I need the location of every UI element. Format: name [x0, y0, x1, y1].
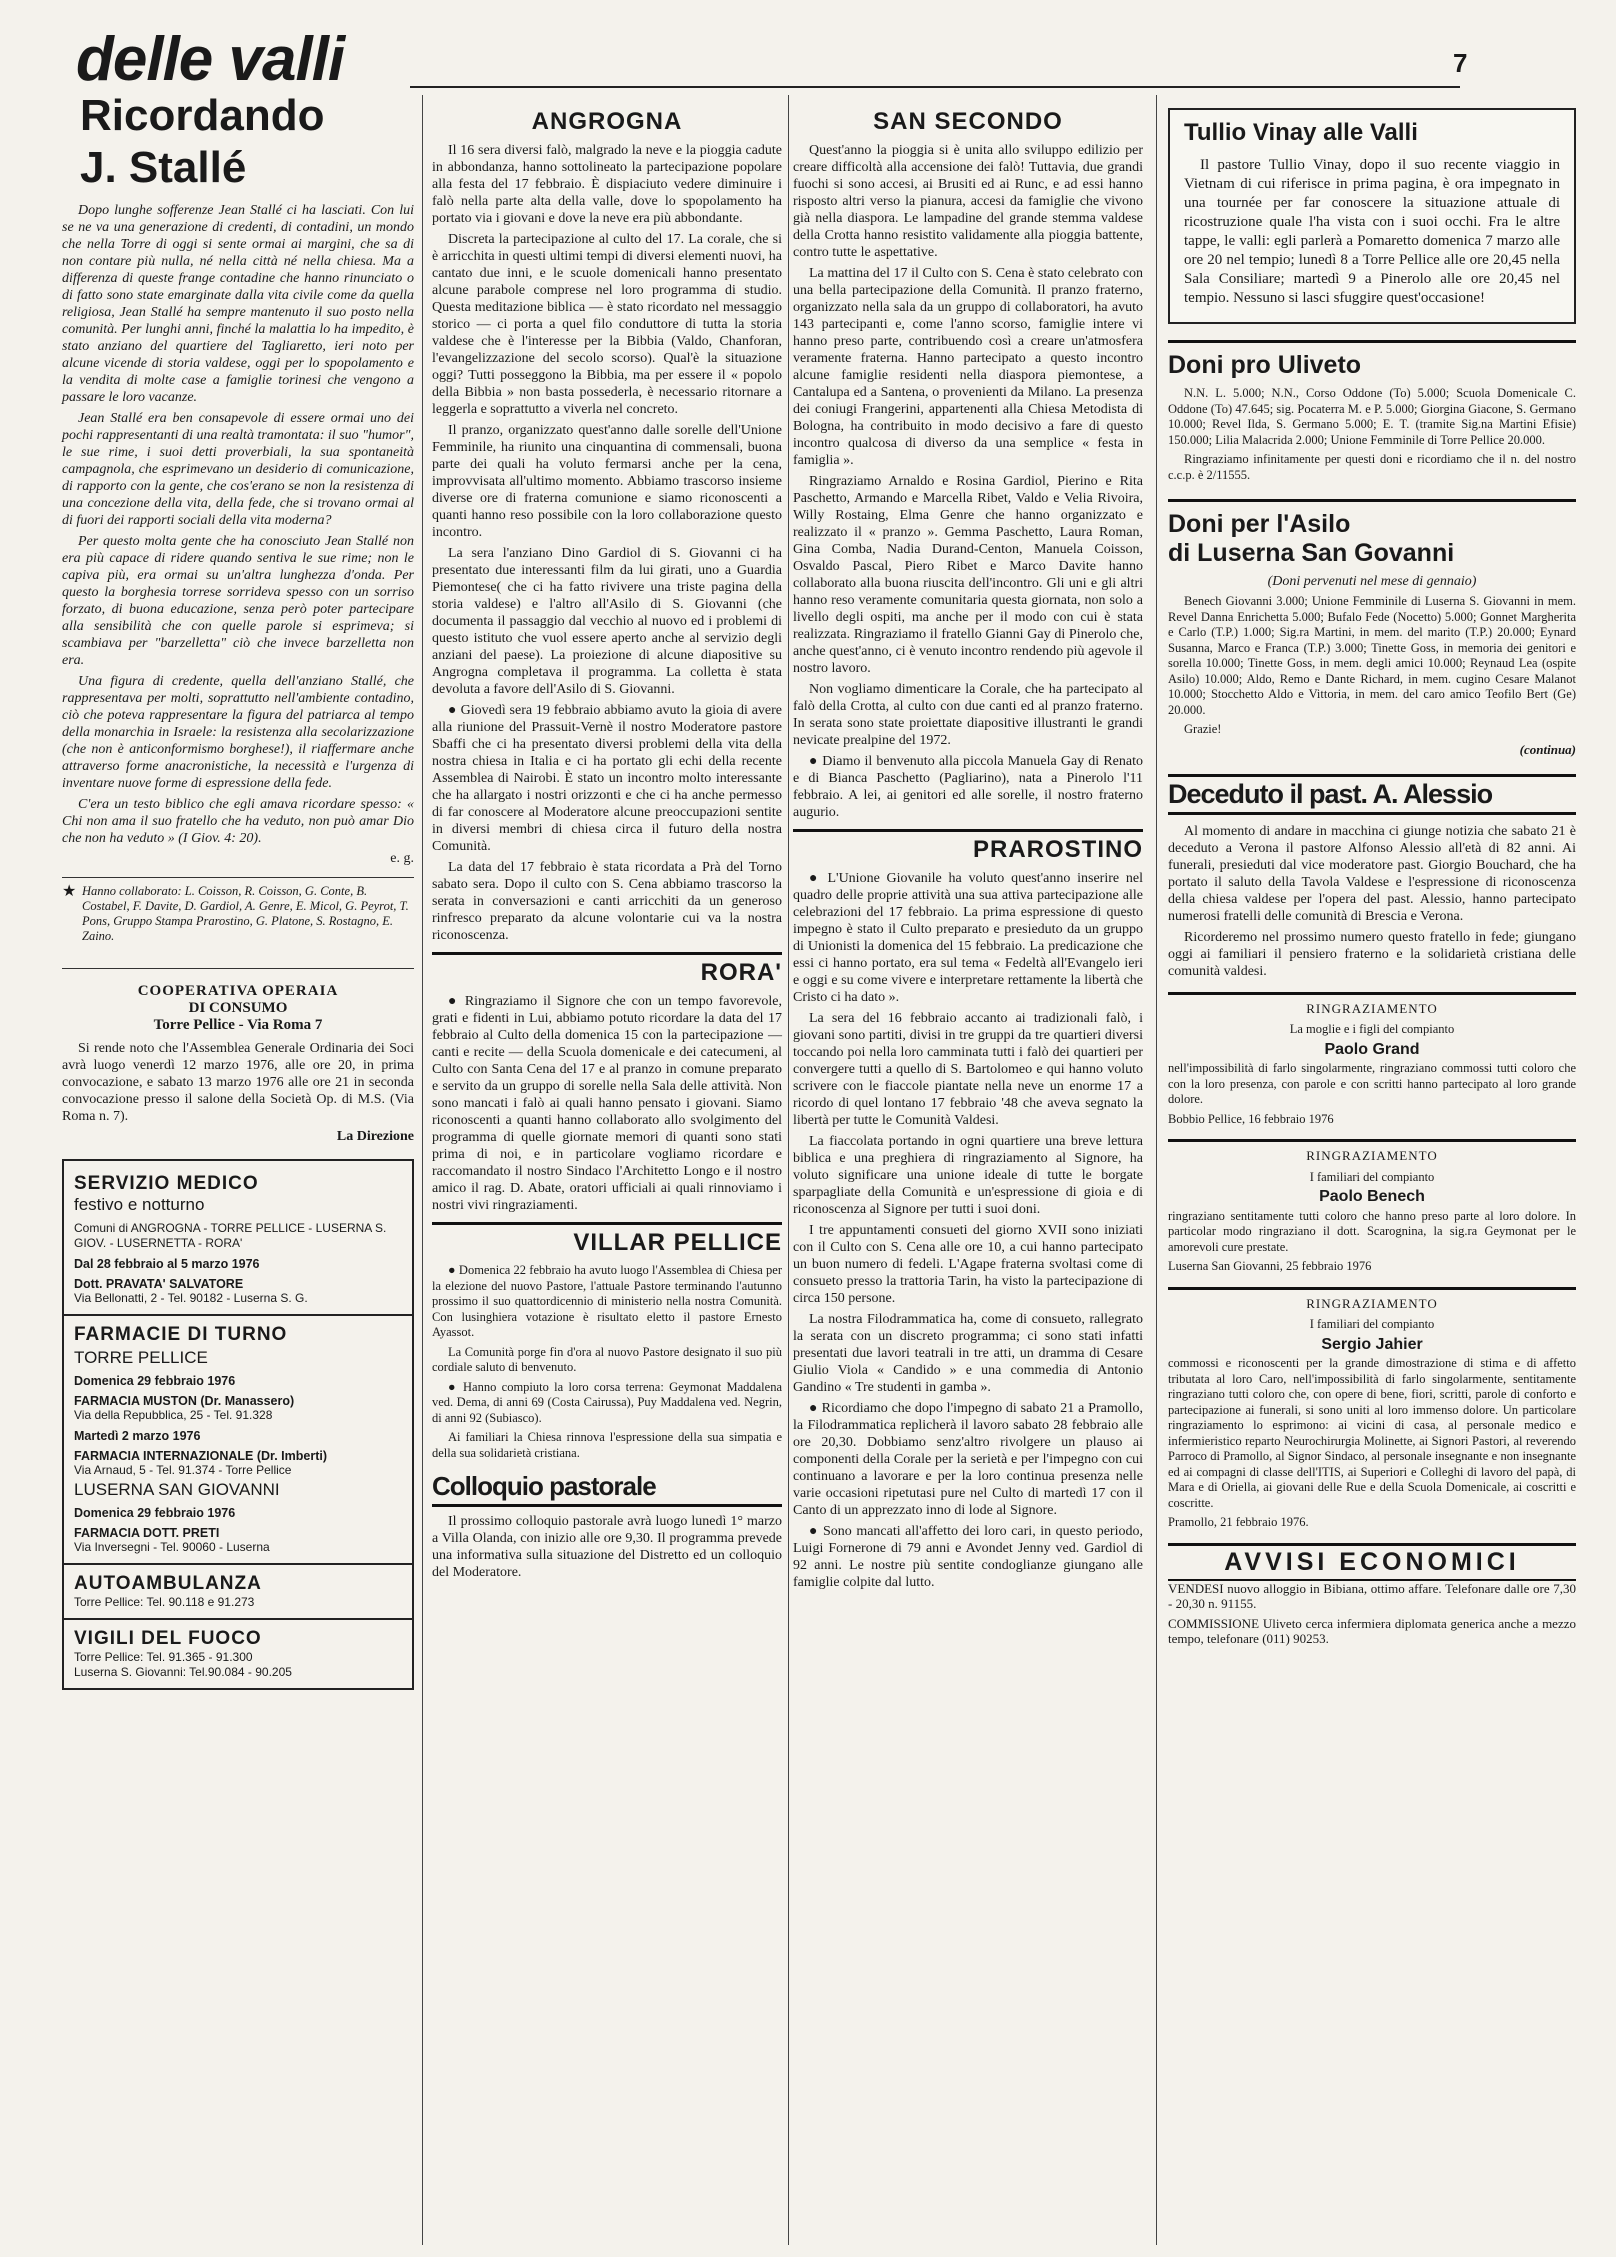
article-paragraph: Discreta la partecipazione al culto del 17. La corale, che si è arricchita in questi ultimi tempi di diversi elementi nuovi, ha cantato due inni, e le scuole domenicali hanno presentato alcune parabole comprese nel loro programma di studio. Questa meditazione biblica — è stato ricordato nel messaggio storico — ci porta a quel filo conduttore di tutta la storia valdese che è l'interesse per la Bibbia (Valdo, Chanforan, l'evangelizzazione del secolo scorso). Qual'è la situazione oggi? Tutti posseggono la Bibbia, ma per essere il « popolo della Bibbia » non basta possederla, è necessario ritornare a leggerla e soprattutto a viverla nel concreto. [432, 232, 782, 417]
collaborators-note [62, 877, 414, 950]
page-number: 7 [1453, 48, 1468, 78]
vigili-title: VIGILI DEL FUOCO [74, 1628, 262, 1649]
article-paragraph: Non vogliamo dimenticare la Corale, che ha partecipato al falò della Crotta, al culto con due canti ed al pranzo fraterno. In serata sono state proiettate diapositive illustranti le grandi nevicate prealpine del 1972. [793, 682, 1143, 748]
services-divider [64, 1314, 412, 1316]
article-paragraph: Ringraziamo infinitamente per questi doni e ricordiamo che il n. del nostro c.c.p. è 2/11555. [1168, 452, 1576, 482]
ringraziamento-notice [1168, 1139, 1576, 1275]
prarostino-heading: PRAROSTINO [793, 829, 1143, 864]
tullio-vinay-box [1168, 108, 1576, 324]
headline-line-2: J. Stallé [80, 143, 247, 192]
article-paragraph: La fiaccolata portando in ogni quartiere una breve lettura biblica e una preghiera di ringraziamento al Signore, ha voluto significare una unione ideale di tutte le borgate sparpagliate della Comunità e un'espressione di gioia e di riconoscenza al Signore per tutti i suoi doni. [793, 1134, 1143, 1217]
alessio-article [1168, 823, 1576, 980]
article-paragraph: ● Domenica 22 febbraio ha avuto luogo l'Assemblea di Chiesa per la elezione del nuovo Pastore, l'attuale Pastore terminando l'autunno prossimo il suo quattordicennio di ministerio nella nostra Comunità. Con lusinghiera votazione è risultato eletto il pastore Ernesto Ayassot. [432, 1263, 782, 1339]
ringraziamento-date: Luserna San Giovanni, 25 febbraio 1976 [1168, 1259, 1372, 1273]
ringraziamento-intro: I familiari del compianto [1309, 1169, 1435, 1184]
column-4 [1168, 0, 1576, 1651]
ringraziamento-date: Pramollo, 21 febbraio 1976. [1168, 1515, 1309, 1529]
article-paragraph: ● Giovedì sera 19 febbraio abbiamo avuto la gioia di avere alla riunione del Prassuit-Vernè il nostro Moderatore pastore Sbaffi che ci ha presentato diversi problemi della vita della nostra chiesa in Italia e ci ha portato gli echi della recente Assemblea di Nairobi. È stato un incontro molto interessante che ha allargato i nostri orizzonti e che ci ha anche permesso di far conoscere al Moderatore alcune preoccupazioni sentite in diversi membri di chiesa circa il futuro della nostra Comunità. [432, 703, 782, 854]
ringraziamento-text: commossi e riconoscenti per la grande dimostrazione di stima e di affetto tributata al loro Caro, nell'impossibilità di farlo singolarmente, sentitamente ringraziano tutti coloro che, con opere di bene, fiori, scritti, parole di conforto e partecipazione ai funerali, si sono uniti al loro immenso dolore. Un particolare ringraziamento lo esprimono: ai vicini di casa, al personale medico e infermieristico reparto Neurochirurgia Molinette, ai Signori Pastori, al reverendo Parroco di Pramollo, al Signor Sindaco, al personale insegnante e non insegnante ed ai compagni di classe dell'ITIS, ai Superiori e Colleghi di lavoro del papà, di Mara e di Oriella, ai giovani delle Rue e della Scuola Domenicale, ai coscritti e coscritte. [1168, 1356, 1576, 1510]
ambulanza-title: AUTOAMBULANZA [74, 1573, 262, 1594]
medico-address: Via Bellonatti, 2 - Tel. 90182 - Luserna S. G. [74, 1291, 308, 1305]
prarostino-article [793, 870, 1143, 1591]
rora-article [432, 993, 782, 1214]
article-paragraph: La sera l'anziano Dino Gardiol di S. Giovanni ci ha presentato due interessanti film da lui girati, uno a Guardia Piemontese( che ci ha fatto rivivere una triste pagina della storia valdese) e l'altro all'Asilo di S. Giovanni (che documenta il passaggio dal vecchio al nuovo ed i problemi di questo istituto che vuol essere aperto anche al servizio degli anziani del paese). La proiezione di alcune diapositive su Angrogna completava il programma. La colletta è stata devoluta a favore dell'Asilo di S. Giovanni. [432, 546, 782, 697]
article-paragraph: Al momento di andare in macchina ci giunge notizia che sabato 21 è deceduto a Verona il pastore Alfonso Alessio all'età di 82 anni. Ai funerali, presieduti dal vice moderatore past. Giorgio Bouchard, che ha portato il saluto della Tavola Valdese e l'espressione di riconoscenza della chiesa valdese per l'opera del past. Alessio, hanno partecipato numerosi fratelli delle comunità di Brescia e Verona. [1168, 823, 1576, 924]
uliveto-article [1168, 386, 1576, 483]
ringraziamento-title: RINGRAZIAMENTO [1306, 1295, 1438, 1311]
farmacie-date-1: Domenica 29 febbraio 1976 [74, 1374, 236, 1388]
farmacie-address-2: Via Arnaud, 5 - Tel. 91.374 - Torre Pellice [74, 1463, 292, 1477]
avvisi-heading: AVVISI ECONOMICI [1168, 1543, 1576, 1581]
article-paragraph: I tre appuntamenti consueti del giorno XVII sono iniziati con il Culto con S. Cena alle ore 10, a cui hanno partecipato un buon numero di fedeli. L'Agape fraterna svoltasi come di consueto presso la trattoria Tarin, ha visto la partecipazione di circa 150 persone. [793, 1223, 1143, 1306]
ringraziamento-text: ringraziano sentitamente tutti coloro che hanno preso parte al loro dolore. In particolar modo ringraziano il dott. Scarognina, la sig.ra Geymonat per le amorevoli cure prestate. [1168, 1208, 1576, 1254]
stalle-headline [80, 90, 414, 194]
cooperative-notice [62, 968, 414, 1145]
asilo-heading [1168, 499, 1576, 568]
villar-article [432, 1263, 782, 1461]
ringraziamento-intro: La moglie e i figli del compianto [1289, 1022, 1455, 1036]
article-paragraph: Il 16 sera diversi falò, malgrado la neve e la pioggia cadute in abbondanza, hanno sottolineato la partecipazione popolare alla festa del 17 febbraio. È dispiaciuto vedere diminuire i falò nella parte alta della valle, dove lo spopolamento ha portato via i giovani e dove la neve era più abbondante. [432, 143, 782, 226]
coop-address: Torre Pellice - Via Roma 7 [153, 1017, 323, 1033]
ringraziamento-name: Paolo Grand [1324, 1040, 1420, 1058]
avviso-item: COMMISSIONE Uliveto cerca infermiera diplomata generica anche a mezzo tempo, telefonare (011) 90253. [1168, 1615, 1576, 1646]
farmacie-name-3: FARMACIA DOTT. PRETI [74, 1526, 220, 1540]
article-paragraph: Il prossimo colloquio pastorale avrà luogo lunedì 1° marzo a Villa Olanda, con inizio alle ore 9,30. Il programma prevede una informativa sulla situazione del Distretto ed un colloquio del Moderatore. [432, 1514, 782, 1580]
article-paragraph: La nostra Filodrammatica ha, come di consueto, rallegrato la serata con un discreto programma; ci sono stati infatti presentati due lavori teatrali in tre atti, un dramma di Cesare Giulio Viola « Candido » e una commedia di Antonio Gandino « Tre studenti in gamba ». [793, 1312, 1143, 1395]
comuni-list: Comuni di ANGROGNA - TORRE PELLICE - LUSERNA S. GIOV. - LUSERNETTA - RORA' [74, 1221, 387, 1250]
ringraziamento-title: RINGRAZIAMENTO [1306, 1000, 1438, 1016]
article-paragraph: La Comunità porge fin d'ora al nuovo Pastore designato il suo più cordiale saluto di benvenuto. [432, 1344, 782, 1374]
angrogna-article [432, 142, 782, 944]
article-paragraph: Per questo molta gente che ha conosciuto Jean Stallé non era più capace di ridere quando sentiva le sue rime; non le capiva più, era ormai su un'altra lunghezza d'onda. Per questo la borghesia torrese sorrideva spesso con un sorriso forzato, di buona educazione, senza però poter partecipare alla sensibilità che con quelle parole si esprimeva; si scambiava per "barzelletta" ciò che invece barzelletta non era. [62, 534, 414, 668]
asilo-subtitle: (Doni pervenuti nel mese di gennaio) [1267, 574, 1477, 589]
article-paragraph: ● Ringraziamo il Signore che con un tempo favorevole, grati e fidenti in Lui, abbiamo potuto ricordare la data del 17 febbraio al Culto della domenica 15 con la partecipazione — canti e recite — della Scuola domenicale e dei catecumeni, al Culto con Santa Cena del 17 e al pranzo in comune preparato e servito da un gruppo di sorelle nella Sala delle attività. Non sono mancati i falò ai quali hanno pensato i giovani. Siamo riconoscenti a quanti hanno collaborato allo svolgimento del programma di quelle giornate memori di quanti sono stati prima di noi, e in particolare vogliamo ricordare e raccomandato il nostro Sindaco l'Architetto Longo e il nostro amico il rag. D. Abate, oratori ufficiali ai quali rinnoviamo i nostri vivi ringraziamenti. [432, 994, 782, 1213]
colloquio-article [432, 1513, 782, 1581]
article-paragraph: Dopo lunghe sofferenze Jean Stallé ci ha lasciati. Con lui se ne va una generazione di credenti, di contadini, un mondo che nella Torre di oggi si sente ormai ai margini, che sa di non contare più nulla, né nella città né nella chiesa. Ma a differenza di queste frange contadine che hanno rinunciato o di fatto sono state emarginate dalla vita civile come da quella religiosa, Jean Stallé ha sempre mantenuto il suo posto nella comunità. Per lunghi anni, finché la malattia lo ha impedito, è stato anziano del quartiere del Tagliaretto, ieri noto per alcune vicende di storia valdese, oggi per lo spopolamento e la vendita di molte case a famiglie torinesi che vengono a passare le loro vacanze. [62, 203, 414, 405]
article-paragraph: C'era un testo biblico che egli amava ricordare spesso: « Chi non ama il suo fratello che ha veduto, non può amar Dio che non ha veduto » (I Giov. 4: 20). [62, 797, 414, 846]
article-paragraph: N.N. L. 5.000; N.N., Corso Oddone (To) 5.000; Scuola Domenicale C. Oddone (To) 47.645; sig. Pocaterra M. e P. 5.000; Giorgina Giacone, S. Germano 10.000; Revel Ilda, S. Germano 5.000; E. T. (tramite Sig.na Martini Efisie) 150.000; Lilia Malacrida 2.000; Unione Femminile di Torre Pellice 20.000. [1168, 386, 1576, 447]
ringraziamento-title: RINGRAZIAMENTO [1306, 1148, 1438, 1163]
tullio-heading: Tullio Vinay alle Valli [1184, 119, 1418, 146]
farmacie-date-2: Martedì 2 marzo 1976 [74, 1429, 201, 1443]
article-paragraph: ● Diamo il benvenuto alla piccola Manuela Gay di Renato e di Bianca Paschetto (Pagliarino), nata a Pinerolo l'11 febbraio. A lei, ai genitori ed alle sorelle, il nostro fraterno augurio. [793, 754, 1143, 820]
medico-title: SERVIZIO MEDICO [74, 1173, 259, 1194]
angrogna-heading: ANGROGNA [531, 108, 683, 135]
article-paragraph: ● L'Unione Giovanile ha voluto quest'anno inserire nel quadro delle proprie attività una sua attiva partecipazione alle celebrazioni del 17 febbraio. La prima espressione di questo impegno è stato il Culto preparato e presieduto da un gruppo di Unionisti la domenica del 15 febbraio. La predicazione che essi ci hanno portato, era sul tema « Fedeltà all'Evangelo ieri e oggi e su come vivere e interpretare rettamente la libertà che Cristo ci ha dato ». [793, 871, 1143, 1005]
ringraziamento-name: Sergio Jahier [1321, 1335, 1423, 1353]
article-paragraph: Benech Giovanni 3.000; Unione Femminile di Luserna S. Giovanni in mem. Revel Danna Enrichetta 5.000; Bufalo Fede (Nocetto) 5.000; Gonnet Margherita e Carlo (T.P.) 1.000; Sig.ra Martini, in mem. del marito (T.P.) 20.000; Eynard Susanna, Marco e Franca (T.P.) 3.000; Tinette Goss, in memoria dei genitori e sorella 10.000; Tinette Goss, in mem. degli amici 10.000; Reynaud Lea (ospite Asilo) 10.000; Aldo, Remo e Dante Richard, in mem. cugino Cesare Malanot 10.000; Stocchetto Aldo e Vittoria, in mem. del caro amico Teofilo Bert (Ge) 20.000. [1168, 594, 1576, 717]
article-paragraph: ● Sono mancati all'affetto dei loro cari, in questo periodo, Luigi Fornerone di 79 anni e Avondet Jenny ved. Gardiol di 92 anni. Le nostre più sentite condoglianze giungano alle famiglie colpite dal lutto. [793, 1524, 1143, 1590]
coop-signature: La Direzione [336, 1129, 414, 1144]
medico-subtitle: festivo e notturno [74, 1195, 205, 1214]
avvisi-list [1168, 1581, 1576, 1647]
coop-text: Si rende noto che l'Assemblea Generale Ordinaria dei Soci avrà luogo venerdì 12 marzo 1976, alle ore 20, in prima convocazione, e sabato 13 marzo 1976 alle ore 21 in seconda convocazione presso il salone della Società Op. di M.S. (Via Roma n. 7). [62, 1041, 414, 1124]
article-paragraph: Quest'anno la pioggia si è unita allo sviluppo edilizio per creare difficoltà alla accensione dei falò! Tuttavia, due grandi fuochi si sono accesi, ai Brusiti ed ai Runc, e ad essi hanno risposto altri verso la pianura, accesi da famiglie che vivono già nella diaspora. Le lampadine del grande stemma valdese della Crotta hanno resistito validamente alla pioggia battente, contro tutte le aspettative. [793, 143, 1143, 260]
asilo-heading-line-2: di Luserna San Govanni [1168, 539, 1455, 567]
article-paragraph: La mattina del 17 il Culto con S. Cena è stato celebrato con una bella partecipazione della Comunità. Il pranzo fraterno, organizzato nella sala da un gruppo di collaboratori, ha avuto 143 partecipanti e, come l'anno scorso, famiglie intere vi hanno preso parte, contribuendo così a creare un'atmosfera veramente fraterna. Hanno partecipato a questo incontro alcune famiglie residenti nella diaspora piemontese, a Cantalupa ed a Santena, o provenienti da Milano. La presenza dei coniugi Frangerini, appartenenti alla Chiesa Metodista di Bologna, ha contribuito in modo decisivo a fare di questo incontro qualcosa di diverso da una semplice « festa in famiglia ». [793, 266, 1143, 468]
column-3 [793, 100, 1143, 1595]
farmacie-date-3: Domenica 29 febbraio 1976 [74, 1506, 236, 1520]
sansecondo-heading: SAN SECONDO [873, 108, 1063, 135]
collaborators-text: Hanno collaborato: L. Coisson, R. Coisson, G. Conte, B. Costabel, F. Davite, D. Gardiol, A. Genre, E. Micol, G. Peyrot, T. Pons, Gruppo Stampa Prarostino, G. Platone, S. Rostagno, E. Zaino. [82, 884, 409, 943]
ringraziamento-name: Paolo Benech [1319, 1188, 1425, 1205]
ringraziamento-date: Bobbio Pellice, 16 febbraio 1976 [1168, 1111, 1334, 1126]
services-box [62, 1159, 414, 1690]
farmacie-town-2: LUSERNA SAN GIOVANNI [74, 1480, 280, 1499]
masthead-title: delle valli [76, 25, 345, 94]
tullio-text: Il pastore Tullio Vinay, dopo il suo recente viaggio in Vietnam di cui riferisce in prima pagina, è ora impegnato in una tournée per far conoscere la situazione attuale di ricostruzione quale l'ha vista con i suoi occhi. Fra le altre tappe, le valli: egli parlerà a Pomaretto domenica 7 marzo alle ore 20 nel tempio; lunedì 8 a Torre Pellice alle ore 20,45 nella Sala Consiliare; martedì 9 a Pinerolo alle ore 20,45 nel tempio. Nessuno si lasci sfuggire quest'occasione! [1184, 157, 1560, 306]
article-paragraph: Jean Stallé era ben consapevole di essere ormai uno dei pochi rappresentanti di una realtà tramontata: il suo "humor", le sue rime, i suoi detti proverbiali, la sua spontaneità campagnola, che esprimevano un desiderio di comunicazione, di rapporto con la gente, che cos'erano se non la resistenza di una concezione della vita, della fede, che si trovano ormai al di fuori dei rapporti sociali della vita moderna? [62, 411, 414, 528]
ringraziamento-notice [1168, 992, 1576, 1128]
article-paragraph: ● Ricordiamo che dopo l'impegno di sabato 21 a Pramollo, la Filodrammatica replicherà il lavoro sabato 28 febbraio alle ore 20,30. Dobbiamo senz'altro rivolgere un plauso ai componenti della Corale per la serietà e per l'impegno con cui continuano a lavorare e per la loro continua presenza nelle varie occasioni ripetutasi pure nel Culto di martedì 17 con il Canto di un apprezzato inno di lode al Signore. [793, 1401, 1143, 1518]
article-paragraph: La data del 17 febbraio è stata ricordata a Prà del Torno sabato sera. Dopo il culto con S. Cena abbiamo trascorso la serata in conversazioni e canti arricchiti da un generoso rinfresco preparato da alcune volontarie cui va la nostra riconoscenza. [432, 860, 782, 943]
coop-title-2: DI CONSUMO [188, 1000, 288, 1016]
column-divider [788, 95, 789, 2245]
article-paragraph: Ricorderemo nel prossimo numero questo fratello in fede; giungano oggi ai familiari il pensiero fraterno e la solidarietà cristiana delle comunità valdesi. [1168, 929, 1576, 979]
asilo-continua: (continua) [1519, 741, 1576, 757]
stalle-article [62, 202, 414, 847]
article-paragraph: Ringraziamo Arnaldo e Rosina Gardiol, Pierino e Rita Paschetto, Armando e Marcella Ribet, Valdo e Velia Rivoira, Willy Rostaing, Elma Genre che hanno organizzato e realizzato il « pranzo ». Gemma Paschetto, Laura Roman, Gina Comba, Nadia Durand-Centon, Manuela Coisson, Osvaldo Pascal, Piero Ribet e Marco Davite hanno collaborato alla buona riuscita dell'incontro. Gli uni e gli altri hanno reso veramente comunitaria questa giornata, non solo a livello degli ospiti, ma anche per il modo con cui è stata realizzata. Ringraziamo il fratello Gianni Gay di Pinerolo che, anche quest'anno, ci è venuto incontro rendendo più agevole il nostro lavoro. [793, 474, 1143, 676]
farmacie-name-1: FARMACIA MUSTON (Dr. Manassero) [74, 1394, 295, 1408]
ringraziamento-intro: I familiari del compianto [1309, 1317, 1435, 1331]
services-divider [64, 1618, 412, 1620]
article-paragraph: Ai familiari la Chiesa rinnova l'espressione della sua simpatia e della sua solidarietà cristiana. [432, 1430, 782, 1460]
farmacie-address-1: Via della Repubblica, 25 - Tel. 91.328 [74, 1408, 273, 1422]
asilo-article [1168, 594, 1576, 738]
farmacie-town-1: TORRE PELLICE [74, 1348, 208, 1367]
sansecondo-article [793, 142, 1143, 821]
article-paragraph: Il pranzo, organizzato quest'anno dalle sorelle dell'Unione Femminile, ha riunito una cinquantina di commensali, buona parte dei quali ha voluto fermarsi anche per la cena, improvvisata all'ultimo momento. Abbiamo trascorso insieme diverse ore di fraterna comunione e siamo riconoscenti a quanti hanno reso possibile con la loro collaborazione questo incontro. [432, 423, 782, 540]
asilo-heading-line-1: Doni per l'Asilo [1168, 510, 1351, 538]
star-icon: ★ [62, 883, 77, 900]
rora-heading: RORA' [432, 952, 782, 987]
avviso-item: VENDESI nuovo alloggio in Bibiana, ottimo affare. Telefonare dalle ore 7,30 - 20,30 n. 91155. [1168, 1580, 1576, 1611]
colloquio-heading: Colloquio pastorale [432, 1471, 782, 1507]
vigili-phone-2: Luserna S. Giovanni: Tel.90.084 - 90.205 [74, 1665, 292, 1679]
farmacie-title: FARMACIE DI TURNO [74, 1324, 288, 1345]
medico-dates: Dal 28 febbraio al 5 marzo 1976 [74, 1257, 260, 1271]
article-paragraph: La sera del 16 febbraio accanto ai tradizionali falò, i giovani sono partiti, divisi in tre gruppi da tre quartieri diversi toccando poi nella loro camminata tutti i falò dei quartieri per convergere tutti a quello di S. Bartolomeo e qui hanno voluto scrivere con le fiaccole piantate nella neve un enorme 17 a ricordo di quel lontano 17 febbraio '48 che aveva segnato la libertà per tutte le Comunità Valdesi. [793, 1011, 1143, 1128]
ringraziamento-text: nell'impossibilità di farlo singolarmente, ringraziano commossi tutti coloro che con la loro presenza, con parole e con scritti hanno partecipato al loro grande dolore. [1168, 1061, 1576, 1106]
uliveto-heading: Doni pro Uliveto [1168, 340, 1576, 380]
column-2 [432, 100, 782, 1585]
farmacie-name-2: FARMACIA INTERNAZIONALE (Dr. Imberti) [74, 1449, 328, 1463]
farmacie-address-3: Via Inversegni - Tel. 90060 - Luserna [74, 1540, 270, 1554]
column-divider [422, 95, 423, 2245]
headline-line-1: Ricordando [80, 91, 325, 140]
villar-heading: VILLAR PELLICE [432, 1222, 782, 1257]
coop-title-1: COOPERATIVA OPERAIA [137, 983, 339, 999]
vigili-phone-1: Torre Pellice: Tel. 91.365 - 91.300 [74, 1650, 253, 1664]
article-paragraph: Una figura di credente, quella dell'anziano Stallé, che rappresentava per molti, soprattutto nell'ambiente contadino, ciò che poteva rappresentare la figura del patriarca al tempo della monarchia in Israele: la resistenza alla secolarizzazione (che non è anticonformismo borghese!), il riaffermare anche attraverso forme anacronistiche, la necessità e l'urgenza di inventare nuove forme di espressione della fede. [62, 674, 414, 791]
ambulanza-phone: Torre Pellice: Tel. 90.118 e 91.273 [74, 1595, 255, 1609]
article-paragraph: Grazie! [1184, 722, 1222, 736]
medico-doctor: Dott. PRAVATA' SALVATORE [74, 1277, 244, 1291]
column-1 [62, 0, 414, 1690]
article-paragraph: ● Hanno compiuto la loro corsa terrena: Geymonat Maddalena ved. Dema, di anni 69 (Costa Cairussa), Puy Maddalena ved. Negrin, di anni 92 (Subiasco). [432, 1379, 782, 1425]
ringraziamento-notice [1168, 1287, 1576, 1531]
services-divider [64, 1563, 412, 1565]
column-divider [1156, 95, 1157, 2245]
article-signature: e. g. [390, 851, 414, 866]
alessio-heading: Deceduto il past. A. Alessio [1168, 774, 1576, 815]
